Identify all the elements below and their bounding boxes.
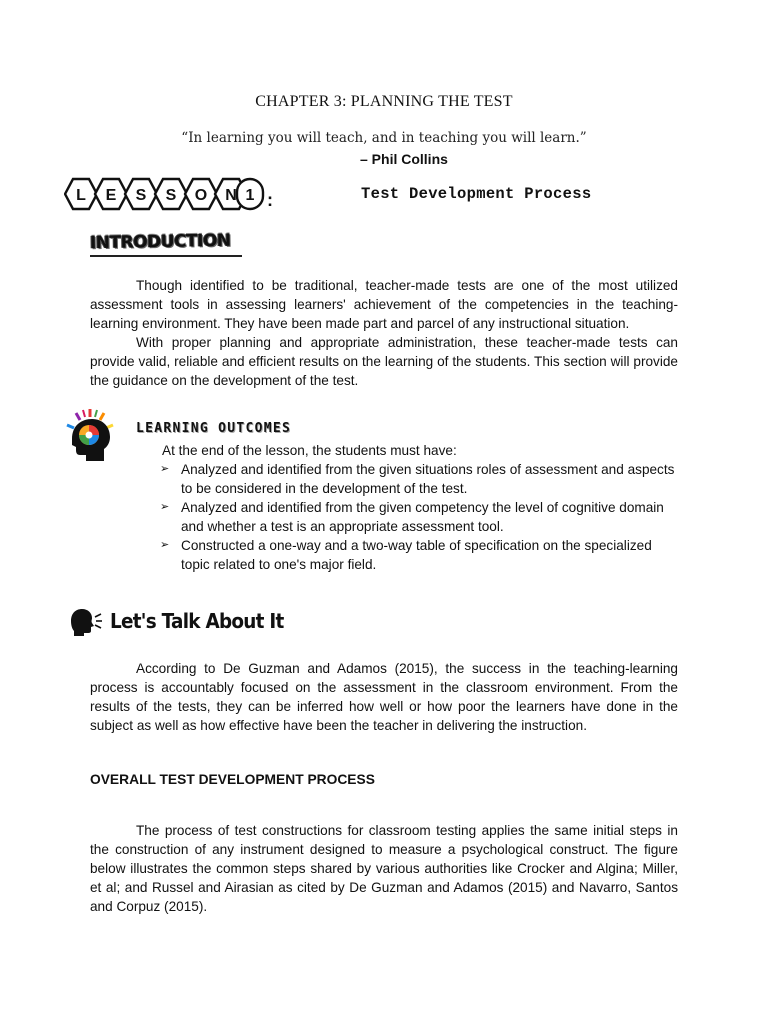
lets-talk-paragraph: According to De Guzman and Adamos (2015), the success in the teaching-learning process is accountably focused on the assessment in the classroom environment. From the results of the tests, they can be inferred how well or how poor the learners have done in the subject as well as how effective have been the teacher in delivering the instruction. bbox=[90, 661, 678, 733]
learning-outcome-text: Constructed a one-way and a two-way table of specification on the specialized topic related to one's major field. bbox=[181, 538, 652, 572]
list-item bbox=[160, 460, 680, 498]
introduction-paragraph-2: With proper planning and appropriate administration, these teacher-made tests can provide valid, reliable and efficient results on the learning of the students. This section will provide the guidance on the development of the test. bbox=[90, 335, 678, 388]
list-item bbox=[160, 536, 680, 574]
lesson-letter: S bbox=[135, 187, 147, 204]
speaking-head-icon bbox=[68, 607, 102, 637]
lesson-letter: E bbox=[105, 187, 117, 204]
lets-talk-heading: Let's Talk About It bbox=[110, 609, 284, 633]
introduction-underline bbox=[90, 255, 242, 257]
lesson-title: Test Development Process bbox=[361, 185, 592, 203]
list-item bbox=[160, 498, 680, 536]
epigraph-author: – Phil Collins bbox=[360, 151, 448, 167]
learning-outcome-text: Analyzed and identified from the given situations roles of assessment and aspects to be considered in the development of the test. bbox=[181, 462, 675, 496]
colorful-head-icon bbox=[58, 405, 120, 467]
lesson-letter: N bbox=[225, 187, 237, 204]
chapter-title: CHAPTER 3: PLANNING THE TEST bbox=[255, 93, 513, 110]
lesson-number: 1 bbox=[245, 187, 255, 204]
learning-outcomes-intro: At the end of the lesson, the students must have: bbox=[162, 443, 457, 458]
arrow-bullet-icon: ➢ bbox=[160, 539, 170, 551]
introduction-paragraph-1: Though identified to be traditional, teacher-made tests are one of the most utilized assessment tools in assessing learners' achievement of the competencies in the teaching-learning environment. They have been made part and parcel of any instructional situation. bbox=[90, 278, 678, 331]
lesson-letter: O bbox=[194, 187, 208, 204]
learning-outcomes-list bbox=[160, 460, 680, 574]
learning-outcomes-heading: LEARNING OUTCOMES bbox=[136, 421, 292, 436]
learning-outcome-text: Analyzed and identified from the given competency the level of cognitive domain and whether a test is an appropriate assessment tool. bbox=[181, 500, 664, 534]
lesson-letter: S bbox=[165, 187, 177, 204]
arrow-bullet-icon: ➢ bbox=[160, 463, 170, 475]
overall-process-heading: OVERALL TEST DEVELOPMENT PROCESS bbox=[90, 772, 375, 787]
epigraph-quote: “In learning you will teach, and in teaching you will learn.” bbox=[181, 130, 587, 146]
overall-process-paragraph: The process of test constructions for classroom testing applies the same initial steps in the construction of any instrument designed to measure a psychological construct. The figure below illustrates the common steps shared by various authorities like Crocker and Algina; Miller, et al; and Russel and Airasian as cited by De Guzman and Adamos (2015) and Navarro, Santos and Corpuz (2015). bbox=[90, 823, 678, 914]
arrow-bullet-icon: ➢ bbox=[160, 501, 170, 513]
lesson-letter: L bbox=[76, 187, 86, 204]
lesson-colon: : bbox=[267, 190, 273, 210]
introduction-heading: INTRODUCTION bbox=[89, 230, 231, 254]
lesson-badge bbox=[64, 176, 286, 212]
